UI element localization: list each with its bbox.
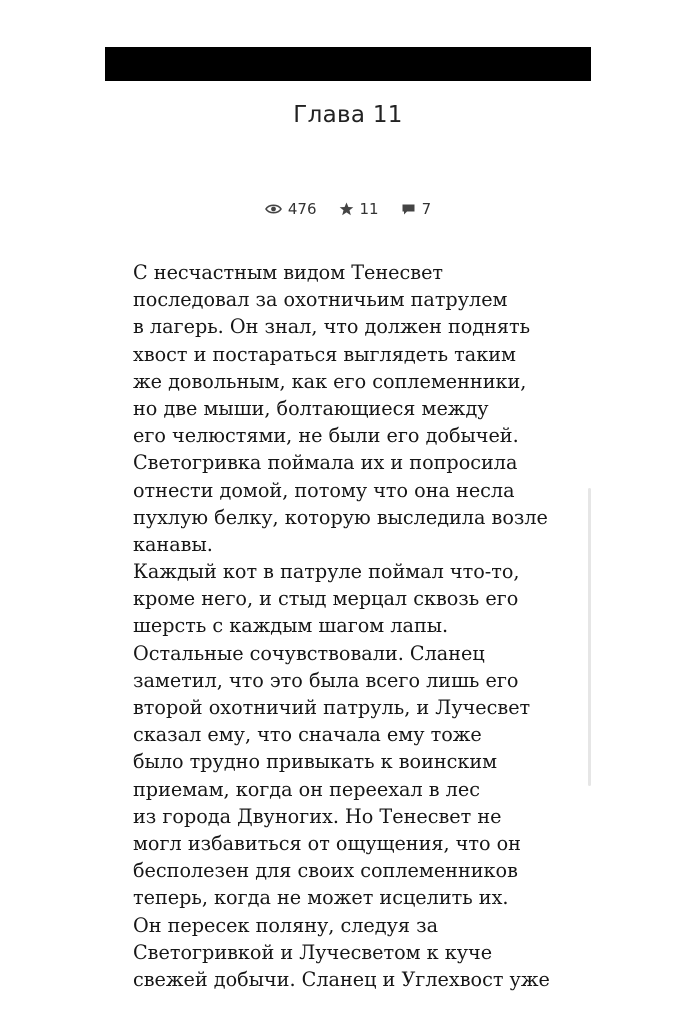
story-line: его челюстями, не были его добычей. xyxy=(133,424,519,448)
story-line: хвост и постараться выглядеть таким xyxy=(133,342,516,366)
story-line: Остальные сочувствовали. Сланец xyxy=(133,641,485,665)
story-line: второй охотничий патруль, и Лучесвет xyxy=(133,696,531,719)
scrollbar[interactable] xyxy=(588,488,591,786)
story-line: канавы. xyxy=(133,532,213,556)
chapter-title: Глава 11 xyxy=(293,102,403,128)
story-text xyxy=(133,259,563,993)
story-line: могл избавиться от ощущения, что он xyxy=(133,831,521,855)
story-line: бесполезен для своих соплеменников xyxy=(133,859,518,883)
story-line: Каждый кот в патруле поймал что-то, xyxy=(133,560,520,584)
story-line: из города Двуногих. Но Тенесвет не xyxy=(133,804,502,828)
chapter-stats xyxy=(0,200,696,218)
votes-count: 11 xyxy=(359,200,379,218)
comments-stat xyxy=(401,200,432,218)
story-line: же довольным, как его соплеменники, xyxy=(133,369,527,393)
story-line: Он пересек поляну, следуя за xyxy=(133,913,439,937)
star-icon xyxy=(339,202,354,216)
views-count: 476 xyxy=(287,200,317,218)
story-line: приемам, когда он переехал в лес xyxy=(133,777,480,801)
story-line: пухлую белку, которую выследила возле xyxy=(133,505,548,529)
votes-stat xyxy=(339,200,379,218)
story-line: в лагерь. Он знал, что должен поднять xyxy=(133,315,531,339)
story-line: сказал ему, что сначала ему тоже xyxy=(133,723,482,747)
story-line: свежей добычи. Сланец и Углехвост уже xyxy=(133,967,550,991)
story-line: кроме него, и стыд мерцал сквозь его xyxy=(133,587,519,611)
story-line: было трудно привыкать к воинским xyxy=(133,750,498,774)
comment-icon xyxy=(401,203,416,216)
story-line: последовал за охотничьим патрулем xyxy=(133,288,508,312)
eye-icon xyxy=(265,203,282,215)
story-line: шерсть с каждым шагом лапы. xyxy=(133,614,449,638)
story-line: отнести домой, потому что она несла xyxy=(133,478,515,502)
story-line: но две мыши, болтающиеся между xyxy=(133,396,489,420)
comments-count: 7 xyxy=(421,200,432,218)
story-line: Светогривкой и Лучесветом к куче xyxy=(133,940,493,964)
views-stat xyxy=(265,200,317,218)
story-line: С несчастным видом Тенесвет xyxy=(133,261,444,284)
top-bar xyxy=(105,47,591,81)
story-line: заметил, что это была всего лишь его xyxy=(133,668,519,692)
story-line: теперь, когда не может исцелить их. xyxy=(133,886,509,910)
story-line: Светогривка поймала их и попросила xyxy=(133,451,518,475)
